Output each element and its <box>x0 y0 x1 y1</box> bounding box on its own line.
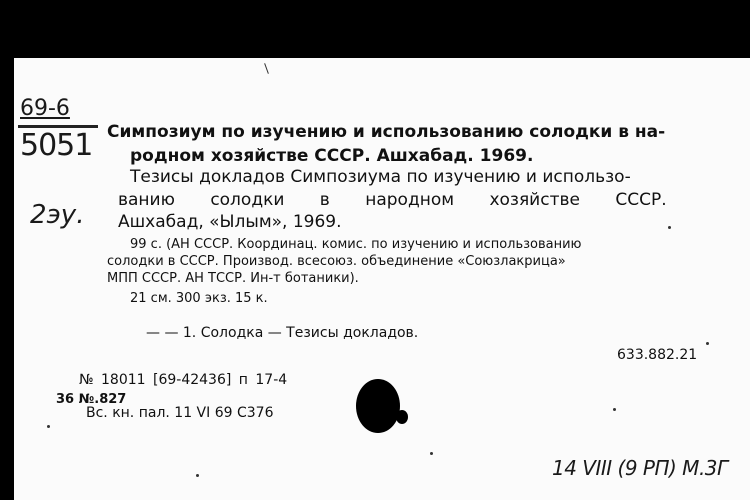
pages-line-3: МПП СССР. АН ТССР. Ин-т ботаники). <box>107 271 359 286</box>
shelf-mark-bottom: 5051 <box>20 128 93 163</box>
pages-line-2: солодки в СССР. Производ. всесоюз. объединение «Союзлакрица» <box>107 254 566 269</box>
speck <box>47 425 50 428</box>
entry-title-line-1: Симпозиум по изучению и использованию солодки в на- <box>107 122 666 142</box>
code-line: 36 №.827 <box>56 392 127 407</box>
udc-number: 633.882.21 <box>617 347 698 363</box>
chamber-line: Вс. кн. пал. 11 VI 69 С376 <box>86 405 274 421</box>
ink-blot-small <box>396 410 408 424</box>
entry-body-line-2: ванию солодки в народном хозяйстве СССР. <box>118 190 667 210</box>
speck <box>706 342 709 345</box>
entry-body-line-3: Ашхабад, «Ылым», 1969. <box>118 212 342 232</box>
subject-heading: — — 1. Солодка — Тезисы докладов. <box>146 325 419 341</box>
record-number-line: № 18011 [69-42436] п 17-4 <box>79 372 288 388</box>
handwritten-left-note: 2эу. <box>30 200 85 230</box>
format-line: 21 см. 300 экз. 15 к. <box>130 291 268 306</box>
speck <box>196 474 199 477</box>
speck <box>613 408 616 411</box>
speck <box>668 226 671 229</box>
entry-title-line-2: родном хозяйстве СССР. Ашхабад. 1969. <box>130 146 534 166</box>
ink-blot <box>356 379 400 433</box>
pages-line-1: 99 с. (АН СССР. Координац. комис. по изучению и использованию <box>130 237 582 252</box>
shelf-mark-top: 69-6 <box>20 96 70 121</box>
speck <box>430 452 433 455</box>
handwritten-bottom-note: 14 VIII (9 РП) М.3Г <box>552 456 728 480</box>
entry-body-line-1: Тезисы докладов Симпозиума по изучению и использо- <box>130 167 631 187</box>
